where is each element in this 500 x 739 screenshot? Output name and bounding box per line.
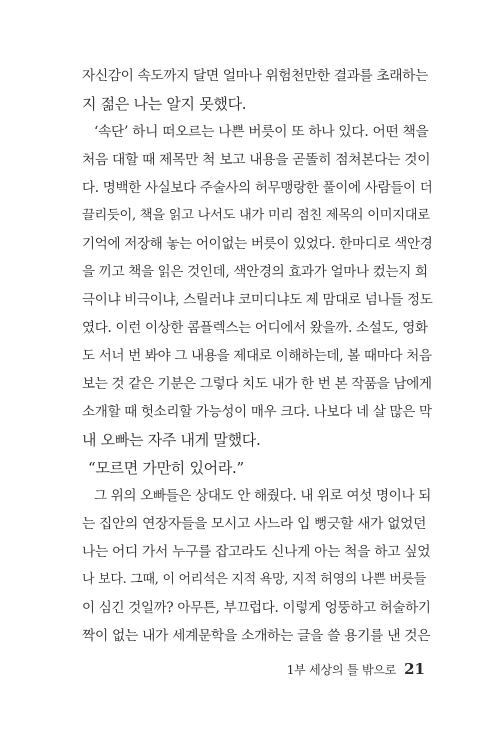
text-line: 짝이 없는 내가 세계문학을 소개하는 글을 쓸 용기를 낸 것은	[82, 628, 431, 644]
text-line: 을 끼고 책을 읽은 것인데, 색안경의 효과가 얼마나 컸는지 희	[82, 264, 428, 280]
text-line: 는 집안의 연장자들을 모시고 사느라 입 뻥긋할 새가 없었던	[82, 516, 427, 532]
text-line: ‘속단’ 하니 떠오르는 나쁜 버릇이 또 하나 있다. 어떤 책을	[94, 124, 429, 140]
text-line: 지 젊은 나는 알지 못했다.	[82, 95, 247, 113]
text-line: 기억에 저장해 놓는 어이없는 버릇이 있었다. 한마디로 색안경	[82, 236, 433, 252]
page-footer	[0, 661, 425, 678]
text-line: 그 위의 오빠들은 상대도 안 해줬다. 내 위로 여섯 명이나 되	[94, 488, 431, 504]
text-line: 자신감이 속도까지 달면 얼마나 위험천만한 결과를 초래하는	[82, 68, 428, 84]
text-line: 끌리듯이, 책을 읽고 나서도 내가 미리 점친 제목의 이미지대로	[82, 208, 430, 223]
text-line: 처음 대할 때 제목만 척 보고 내용을 곧똘히 점쳐본다는 것이	[82, 152, 431, 168]
text-line: 소개할 때 헛소리할 가능성이 매우 크다. 나보다 네 살 많은 막	[82, 404, 432, 420]
text-line: 보는 것 같은 기분은 그렇다 치도 내가 한 번 본 작품을 남에게	[82, 376, 432, 392]
text-line: 극이냐 비극이냐, 스릴러냐 코미디냐도 제 맘대로 넘나들 정도	[82, 292, 433, 308]
text-line: 내 오빠는 자주 내게 말했다.	[82, 431, 261, 449]
text-line: 였다. 이런 이상한 콤플렉스는 어디에서 왔을까. 소설도, 영화	[82, 320, 428, 336]
text-line: 나 보다. 그때, 이 어리석은 지적 욕망, 지적 허영의 나쁜 버릇들	[82, 572, 427, 587]
text-line: “모르면 가만히 있어라.”	[88, 459, 244, 477]
text-line: 이 심긴 것일까? 아무튼, 부끄럽다. 이렇게 엉뚱하고 허술하기	[82, 600, 431, 616]
text-line: 도 서너 번 봐야 그 내용을 제대로 이해하는데, 볼 때마다 처음	[82, 348, 432, 364]
page-number: 21	[404, 660, 425, 678]
text-line: 다. 명백한 사실보다 주술사의 허무맹랑한 풀이에 사람들이 더	[82, 180, 433, 196]
running-footer-section: 1부 세상의 틀 밖으로	[286, 663, 397, 677]
page-body-text	[82, 62, 432, 650]
text-line: 나는 어디 가서 누구를 잡고라도 신나게 아는 척을 하고 싶었	[82, 544, 431, 560]
